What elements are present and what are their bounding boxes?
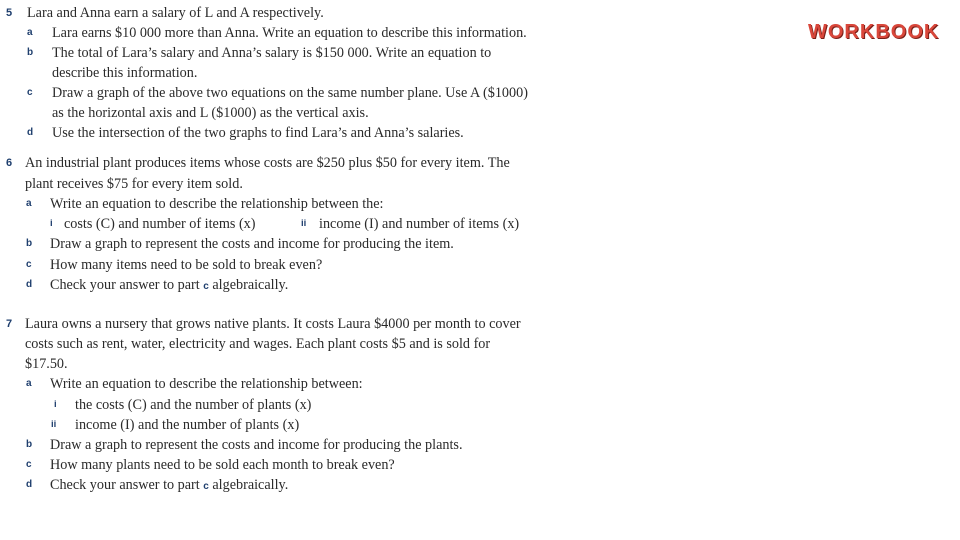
part-label: a bbox=[26, 378, 32, 389]
part-label: a bbox=[27, 27, 33, 38]
subpart-text: the costs (C) and the number of plants (x) bbox=[75, 397, 312, 413]
part-text: Write an equation to describe the relationship between the: bbox=[50, 196, 384, 212]
part-label: b bbox=[26, 439, 33, 450]
part-text-start: Check your answer to part bbox=[50, 277, 200, 293]
part-reference: c bbox=[203, 281, 209, 292]
part-text bbox=[50, 275, 288, 297]
question-stem: Laura owns a nursery that grows native plants. It costs Laura $4000 per month to cover bbox=[25, 316, 521, 332]
part-text: Draw a graph to represent the costs and income for producing the plants. bbox=[50, 437, 463, 453]
question-stem: Lara and Anna earn a salary of L and A respectively. bbox=[27, 5, 324, 21]
part-label: c bbox=[26, 259, 32, 270]
question-stem: costs such as rent, water, electricity and wages. Each plant costs $5 and is sold for bbox=[25, 336, 491, 352]
workbook-logo: WORKBOOK bbox=[808, 21, 940, 43]
part-label: c bbox=[27, 87, 33, 98]
part-text-start: Check your answer to part bbox=[50, 477, 200, 493]
question-number: 5 bbox=[6, 7, 13, 19]
part-label: d bbox=[26, 479, 33, 490]
part-label: a bbox=[26, 198, 32, 209]
part-text-end: algebraically. bbox=[212, 277, 289, 293]
part-text: Write an equation to describe the relationship between: bbox=[50, 376, 363, 392]
part-label: b bbox=[27, 47, 34, 58]
subpart-label: i bbox=[54, 399, 57, 410]
part-text: How many plants need to be sold each month to break even? bbox=[50, 457, 395, 473]
part-reference: c bbox=[203, 481, 209, 492]
part-text: The total of Lara’s salary and Anna’s salary is $150 000. Write an equation to bbox=[52, 45, 492, 61]
question-number: 7 bbox=[6, 318, 13, 330]
subpart-text: income (I) and the number of plants (x) bbox=[75, 417, 300, 433]
question-stem: $17.50. bbox=[25, 356, 68, 372]
part-label: d bbox=[27, 127, 34, 138]
part-text: as the horizontal axis and L ($1000) as the vertical axis. bbox=[52, 105, 369, 121]
part-label: b bbox=[26, 238, 33, 249]
part-text-end: algebraically. bbox=[212, 477, 289, 493]
part-text: Lara earns $10 000 more than Anna. Write an equation to describe this information. bbox=[52, 25, 527, 41]
part-text: Draw a graph to represent the costs and income for producing the item. bbox=[50, 236, 454, 252]
question-stem: An industrial plant produces items whose costs are $250 plus $50 for every item. The bbox=[25, 155, 510, 171]
subpart-text: income (I) and number of items (x) bbox=[319, 216, 520, 232]
question-stem: plant receives $75 for every item sold. bbox=[25, 176, 243, 192]
subpart-text: costs (C) and number of items (x) bbox=[64, 216, 256, 232]
part-label: c bbox=[26, 459, 32, 470]
subpart-label: ii bbox=[301, 218, 307, 229]
part-text: Use the intersection of the two graphs to find Lara’s and Anna’s salaries. bbox=[52, 125, 464, 141]
question-number: 6 bbox=[6, 157, 13, 169]
part-text: Draw a graph of the above two equations on the same number plane. Use A ($1000) bbox=[52, 85, 528, 101]
part-text bbox=[50, 475, 288, 497]
part-label: d bbox=[26, 279, 33, 290]
subpart-label: ii bbox=[51, 419, 57, 430]
part-text: How many items need to be sold to break even? bbox=[50, 257, 323, 273]
part-text: describe this information. bbox=[52, 65, 198, 81]
subpart-label: i bbox=[50, 218, 53, 229]
